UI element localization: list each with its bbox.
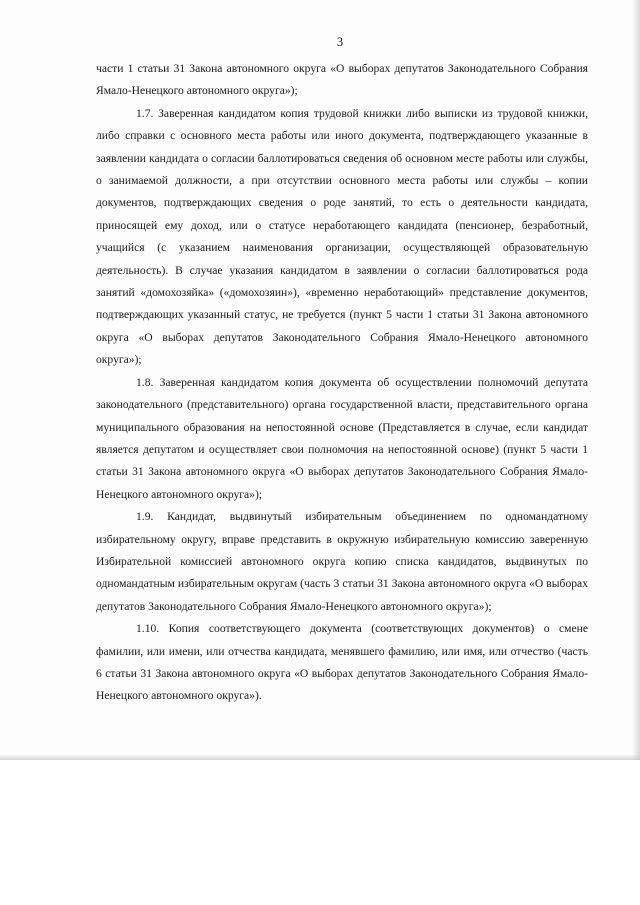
blank-area: [0, 760, 640, 905]
page-number: 3: [336, 35, 344, 49]
paragraph-1-10: 1.10. Копия соответствующего документа (соответствующих документов) о смене фамилии, или имени, или отчества кандидата, менявшего фамилию, или имя, или отчество (часть 6 статьи 31 Закона автономного округа «О выборах депутатов Законодательного Собрания Ямало-Ненецкого автономного округа»).: [96, 622, 588, 703]
paragraph-1-7: 1.7. Заверенная кандидатом копия трудовой книжки либо выписки из трудовой книжки, либо справки с основного места работы или иного документа, подтверждающего указанные в заявлении кандидата о согласии баллотироваться сведения об основном месте работы или службы, о занимаемой должности, а при отсутствии основного места работы или службы – копии документов, подтверждающих сведения о роде занятий, то есть о деятельности кандидата, приносящей ему доход, или о статусе неработающего кандидата (пенсионер, безработный, учащийся (с указанием наименования организации, осуществляющей образовательную деятельность). В случае указания кандидатом в заявлении о согласии баллотироваться рода занятий «домохозяйка» («домохозяин»), «временно неработающий» представление документов, подтверждающих указанный статус, не требуется (пункт 5 части 1 статьи 31 Закона автономного округа «О выборах депутатов Законодательного Собрания Ямало-Ненецкого автономного округа»);: [96, 106, 588, 367]
paragraph-1-9: 1.9. Кандидат, выдвинутый избирательным объединением по одномандатному избирательному округу, вправе представить в окружную избирательную комиссию заверенную Избирательной комиссией автономного округа копию списка кандидатов, выдвинутых по одномандатным избирательным округам (часть 3 статьи 31 Закона автономного округа «О выборах депутатов Законодательного Собрания Ямало-Ненецкого автономного округа»);: [96, 510, 588, 613]
paragraph-1-8: 1.8. Заверенная кандидатом копия документа об осуществлении полномочий депутата законодательного (представительного) органа государственной власти, представительного органа муниципального образования на непостоянной основе (Представляется в случае, если кандидат является депутатом и осуществляет свои полномочия на непостоянной основе) (пункт 5 части 1 статьи 31 Закона автономного округа «О выборах депутатов Законодательного Собрания Ямало-Ненецкого автономного округа»);: [96, 375, 588, 501]
paragraph-continuation: части 1 статьи 31 Закона автономного округа «О выборах депутатов Законодательного Собрания Ямало-Ненецкого автономного округа»);: [96, 62, 588, 98]
scan-edge-right: [632, 0, 640, 760]
document-body: [96, 58, 588, 708]
